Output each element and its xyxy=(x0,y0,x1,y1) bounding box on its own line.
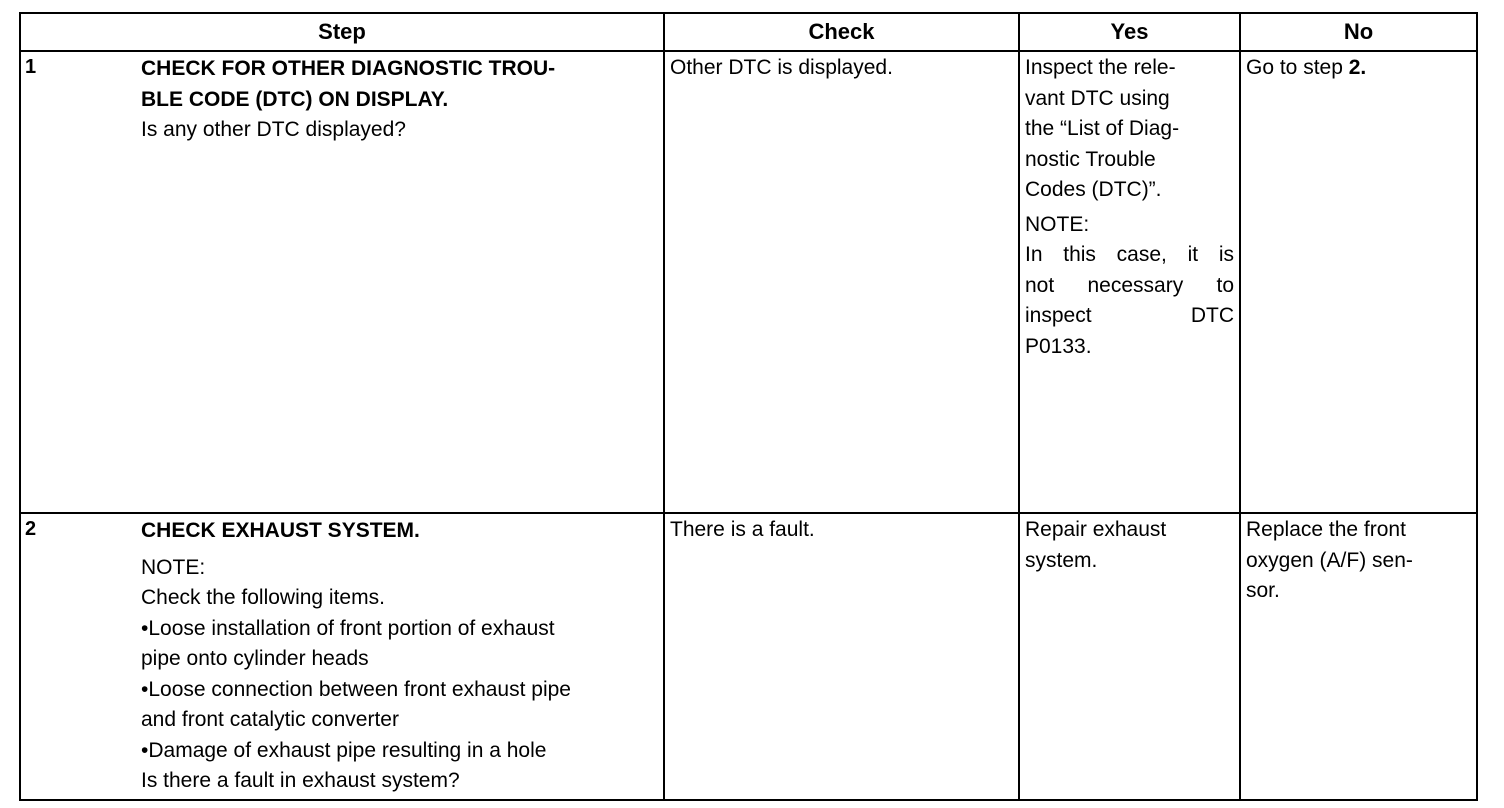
yes-line: nostic Trouble xyxy=(1025,147,1156,171)
yes-line: Codes (DTC)”. xyxy=(1025,178,1162,201)
yes-content xyxy=(1020,514,1239,576)
no-step-ref: 2. xyxy=(1348,56,1367,79)
note-intro: Check the following items. xyxy=(141,586,385,609)
list-item: •Loose installation of front portion of exhaust xyxy=(141,616,555,640)
header-yes: Yes xyxy=(1019,13,1240,51)
no-content xyxy=(1241,514,1476,607)
yes-note-line: In this case, it is xyxy=(1025,243,1234,266)
list-item: •Damage of exhaust pipe resulting in a hole xyxy=(141,738,547,762)
step-body xyxy=(141,514,663,797)
list-item: •Loose connection between front exhaust pipe xyxy=(141,677,571,701)
list-item-continuation: pipe onto cylinder heads xyxy=(141,647,369,670)
diagnostic-table xyxy=(19,12,1478,801)
yes-cell xyxy=(1019,51,1240,513)
no-line: Replace the front xyxy=(1246,518,1406,541)
step-number: 1 xyxy=(25,56,37,78)
list-item-continuation: and front catalytic converter xyxy=(141,708,399,731)
header-no: No xyxy=(1240,13,1477,51)
no-cell xyxy=(1240,513,1477,800)
step-body xyxy=(141,52,663,146)
diagnostic-table-container xyxy=(19,12,1476,801)
header-step: Step xyxy=(20,13,664,51)
step-cell xyxy=(20,513,664,800)
yes-line: system. xyxy=(1025,548,1098,572)
no-line: sor. xyxy=(1246,579,1280,602)
step-cell xyxy=(20,51,664,513)
check-cell xyxy=(664,51,1019,513)
no-line: oxygen (A/F) sen- xyxy=(1246,548,1413,572)
step-title-line: BLE CODE (DTC) ON DISPLAY. xyxy=(141,87,449,111)
yes-line: Repair exhaust xyxy=(1025,518,1167,541)
yes-note-label: NOTE: xyxy=(1025,212,1090,236)
yes-note-line: not necessary to xyxy=(1025,273,1234,297)
yes-content xyxy=(1020,52,1239,362)
step-question: Is any other DTC displayed? xyxy=(141,118,406,141)
yes-cell xyxy=(1019,513,1240,800)
yes-line: Inspect the rele- xyxy=(1025,56,1176,79)
yes-note-last: P0133. xyxy=(1025,334,1092,358)
step-question: Is there a fault in exhaust system? xyxy=(141,769,460,792)
header-check: Check xyxy=(664,13,1019,51)
note-label: NOTE: xyxy=(141,555,206,579)
table-row xyxy=(20,51,1477,513)
step-title: CHECK EXHAUST SYSTEM. xyxy=(141,519,420,542)
yes-line: the “List of Diag- xyxy=(1025,117,1180,140)
yes-line: vant DTC using xyxy=(1025,86,1170,110)
no-content xyxy=(1241,52,1476,84)
check-text: There is a fault. xyxy=(670,518,815,541)
check-text: Other DTC is displayed. xyxy=(670,56,893,79)
step-number: 2 xyxy=(25,518,37,540)
no-cell xyxy=(1240,51,1477,513)
header-row xyxy=(20,13,1477,51)
table-row xyxy=(20,513,1477,800)
yes-note-line: inspect DTC xyxy=(1025,304,1234,327)
step-title-line: CHECK FOR OTHER DIAGNOSTIC TROU- xyxy=(141,57,556,80)
check-cell xyxy=(664,513,1019,800)
no-text: Go to step xyxy=(1246,56,1349,79)
